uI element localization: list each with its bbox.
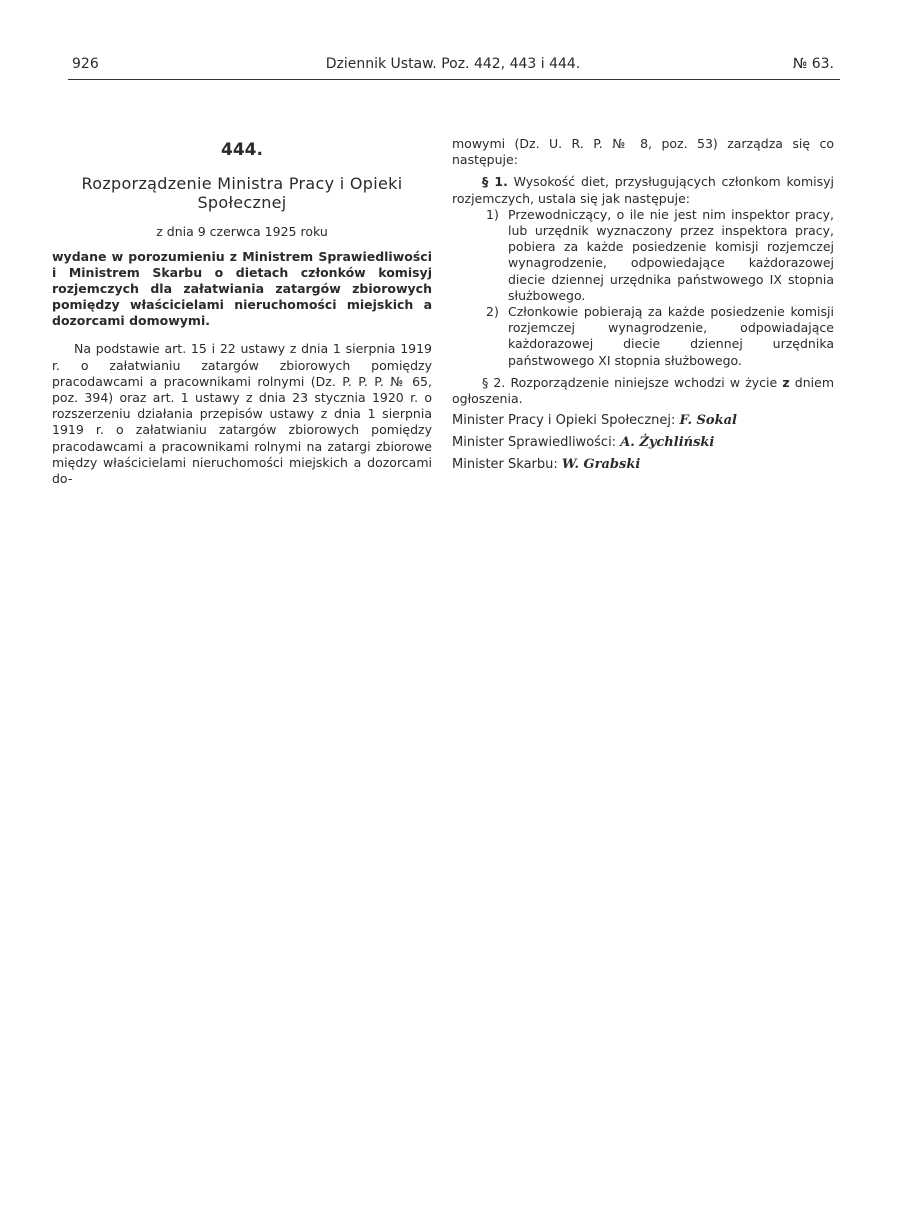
signature-role: Minister Sprawiedliwości: — [452, 435, 617, 451]
section-2 — [452, 375, 834, 407]
signature-role: Minister Skarbu: — [452, 457, 558, 473]
issue-number: № 63. — [792, 56, 834, 72]
continuation-paragraph: mowymi (Dz. U. R. P. № 8, poz. 53) zarządza się co następuje: — [452, 136, 834, 168]
article-number: 444. — [221, 140, 263, 160]
regulation-title — [52, 174, 432, 212]
list-item-text: Przewodniczący, o ile nie jest nim inspektor pracy, lub urzędnik wyznaczony przez inspektora pracy, pobiera za każde posiedzenie komisji rozjemczej wynagrodzenie, odpowiedające każdorazowej diecie dziennej urzędnika państwowego IX stopnia służbowego. — [508, 206, 834, 303]
regulation-subject: wydane w porozumieniu z Ministrem Sprawiedliwości i Ministrem Skarbu o dietach członków komisyj rozjemczych dla załatwiania zatargów zbiorowych pomiędzy właścicielami nieruchomości miejskich a dozorcami domowymi. — [52, 249, 432, 329]
list-item — [452, 304, 834, 369]
section-2-label: § 2. — [482, 374, 506, 390]
section-1-label: § 1. — [482, 174, 508, 190]
page-header — [72, 56, 834, 78]
list-item-text: Członkowie pobierają za każde posiedzenie komisji rozjemczej wynagrodzenie, odpowiadające każdorazowej diecie dziennej urzędnika państwowego XI stopnia służbowego. — [508, 304, 834, 368]
signature-line — [452, 410, 834, 432]
header-rule — [68, 79, 840, 80]
signature-name: F. Sokal — [679, 413, 737, 429]
signature-name: A. Żychliński — [620, 435, 715, 451]
list-item-number: 2) — [486, 304, 499, 320]
page-number: 926 — [72, 56, 99, 72]
section-1 — [452, 174, 834, 206]
title-line-2: Społecznej — [197, 193, 287, 213]
section-2-bold-z: z — [782, 374, 790, 390]
list-item-number: 1) — [486, 206, 499, 222]
signatures — [452, 410, 834, 476]
left-column — [52, 140, 432, 487]
regulation-date: z dnia 9 czerwca 1925 roku — [156, 224, 328, 240]
legal-basis-paragraph: Na podstawie art. 15 i 22 ustawy z dnia 1 sierpnia 1919 r. o załatwianiu zatargów zbiorowych pomiędzy pracodawcami a pracownikami rolnymi (Dz. P. P. P. № 65, poz. 394) oraz art. 1 ustawy z dnia 23 stycznia 1920 r. o rozszerzeniu działania przepisów ustawy z dnia 1 sierpnia 1919 r. o załatwianiu zatargów zbiorowych pomiędzy pracodawcami a pracownikami rolnymi na zatargi zbiorowe między właścicielami nieruchomości miejskich a dozorcami do- — [52, 341, 432, 487]
section-2-text-b: dniem ogłoszenia. — [452, 374, 834, 407]
section-2-text-a: Rozporządzenie niniejsze wchodzi w życie — [510, 374, 778, 390]
diet-list — [452, 207, 834, 369]
journal-title: Dziennik Ustaw. Poz. 442, 443 i 444. — [325, 56, 581, 72]
signature-line — [452, 454, 834, 476]
title-line-1: Rozporządzenie Ministra Pracy i Opieki — [81, 174, 403, 194]
section-1-text: Wysokość diet, przysługujących członkom komisyj rozjemczych, ustala się jak następuje: — [452, 174, 834, 206]
right-column — [452, 136, 834, 476]
signature-role: Minister Pracy i Opieki Społecznej: — [452, 413, 676, 429]
list-item — [452, 207, 834, 304]
signature-name: W. Grabski — [561, 457, 641, 473]
signature-line — [452, 432, 834, 454]
